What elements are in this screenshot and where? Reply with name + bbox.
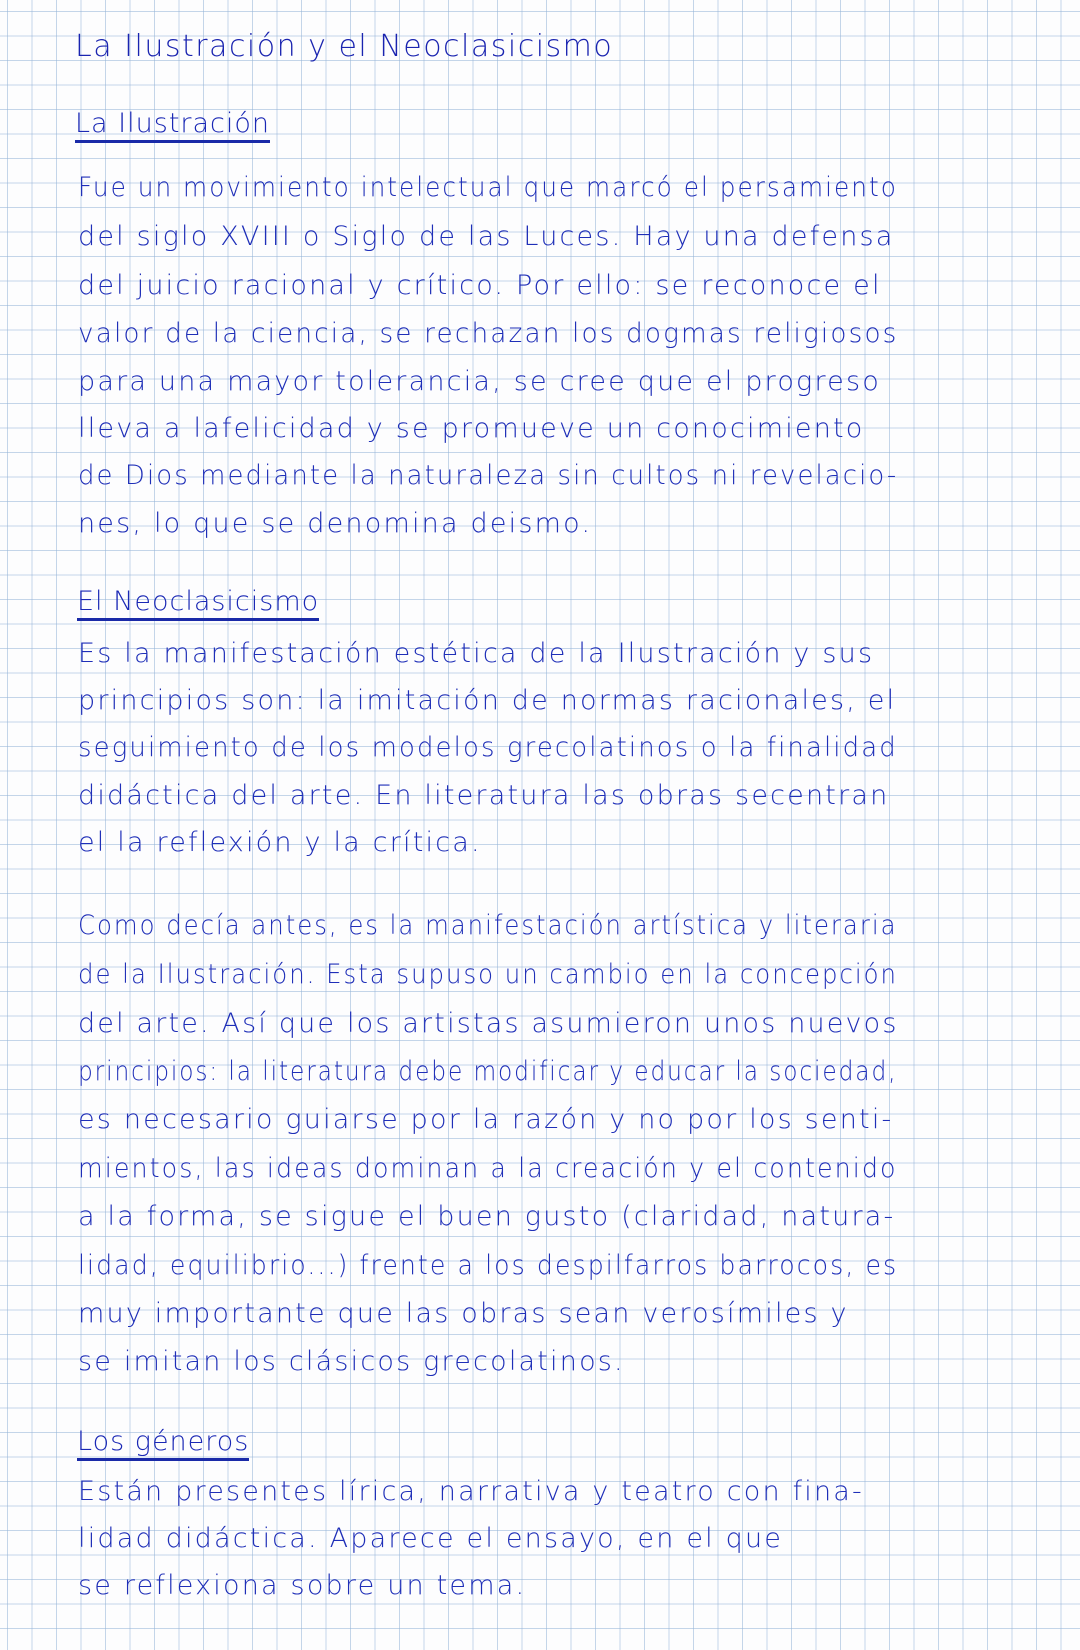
text-line: mientos, las ideas dominan a la creación y el contenido bbox=[78, 1153, 898, 1184]
text-line: didáctica del arte. En literatura las obras secentran bbox=[78, 780, 890, 811]
text-line: principios son: la imitación de normas racionales, el bbox=[78, 685, 897, 716]
text-line: de la Ilustración. Esta supuso un cambio en la concepción bbox=[78, 959, 898, 990]
text-line: muy importante que las obras sean verosímiles y bbox=[78, 1298, 849, 1329]
text-line: es necesario guiarse por la razón y no por los senti- bbox=[78, 1104, 894, 1135]
text-line: valor de la ciencia, se rechazan los dogmas religiosos bbox=[78, 318, 899, 349]
section-heading-generos: Los géneros bbox=[77, 1428, 249, 1461]
text-line: se imitan los clásicos grecolatinos. bbox=[78, 1346, 625, 1377]
text-line: lleva a lafelicidad y se promueve un conocimiento bbox=[78, 413, 865, 444]
text-line: Están presentes lírica, narrativa y teatro con fina- bbox=[78, 1476, 864, 1507]
text-line: del juicio racional y crítico. Por ello: se reconoce el bbox=[78, 270, 882, 301]
text-line: a la forma, se sigue el buen gusto (claridad, natura- bbox=[78, 1201, 896, 1232]
text-line: Como decía antes, es la manifestación artística y literaria bbox=[78, 910, 898, 941]
section-heading-ilustracion: La Ilustración bbox=[75, 110, 270, 143]
page-title: La Ilustración y el Neoclasicismo bbox=[75, 29, 614, 64]
text-line: nes, lo que se denomina deismo. bbox=[78, 508, 593, 539]
text-line: del arte. Así que los artistas asumieron unos nuevos bbox=[78, 1008, 899, 1039]
text-line: lidad, equilibrio...) frente a los despilfarros barrocos, es bbox=[78, 1250, 899, 1281]
text-line: del siglo XVIII o Siglo de las Luces. Hay una defensa bbox=[78, 221, 895, 252]
text-line: de Dios mediante la naturaleza sin cultos ni revelacio- bbox=[78, 460, 899, 491]
text-line: lidad didáctica. Aparece el ensayo, en el que bbox=[78, 1523, 784, 1554]
section-heading-neoclasicismo: El Neoclasicismo bbox=[77, 588, 319, 621]
text-line: Es la manifestación estética de la Ilustración y sus bbox=[78, 638, 875, 669]
text-line: principios: la literatura debe modificar y educar la sociedad, bbox=[78, 1056, 898, 1087]
text-line: Fue un movimiento intelectual que marcó el persamiento bbox=[78, 172, 898, 203]
text-line: el la reflexión y la crítica. bbox=[78, 827, 482, 858]
text-line: se reflexiona sobre un tema. bbox=[78, 1570, 527, 1601]
text-line: para una mayor tolerancia, se cree que el progreso bbox=[78, 366, 881, 397]
text-line: seguimiento de los modelos grecolatinos o la finalidad bbox=[78, 732, 898, 763]
